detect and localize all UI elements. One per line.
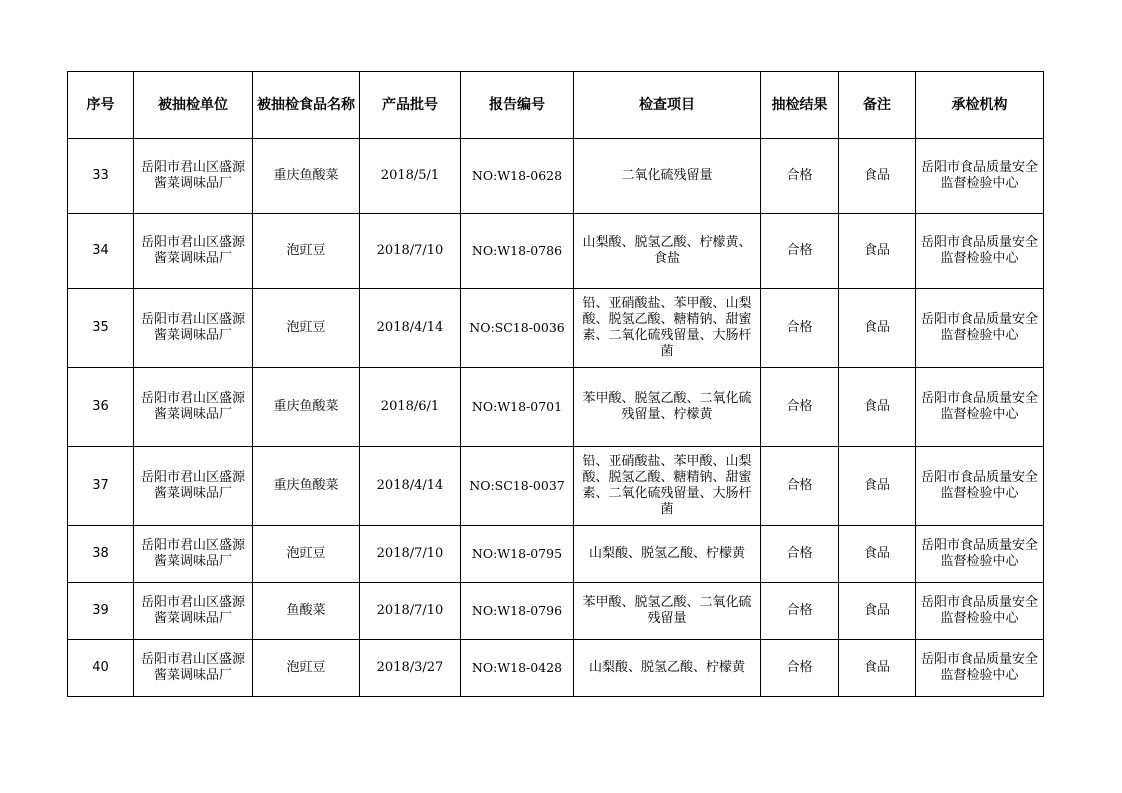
cell-agency: 岳阳市食品质量安全监督检验中心 — [916, 289, 1044, 368]
cell-food-name: 泡豇豆 — [253, 640, 360, 697]
cell-batch: 2018/3/27 — [360, 640, 461, 697]
cell-note: 食品 — [839, 640, 916, 697]
cell-note: 食品 — [839, 583, 916, 640]
cell-food-name: 重庆鱼酸菜 — [253, 447, 360, 526]
inspection-results-table — [67, 71, 1044, 697]
cell-unit: 岳阳市君山区盛源酱菜调味品厂 — [134, 289, 253, 368]
cell-seq: 36 — [68, 368, 134, 447]
cell-result: 合格 — [761, 526, 839, 583]
cell-report-no: NO:W18-0628 — [461, 139, 574, 214]
cell-food-name: 重庆鱼酸菜 — [253, 139, 360, 214]
cell-food-name: 鱼酸菜 — [253, 583, 360, 640]
cell-result: 合格 — [761, 368, 839, 447]
cell-note: 食品 — [839, 139, 916, 214]
cell-agency: 岳阳市食品质量安全监督检验中心 — [916, 214, 1044, 289]
table-row — [68, 583, 1044, 640]
header-report-no: 报告编号 — [461, 72, 574, 139]
cell-report-no: NO:SC18-0036 — [461, 289, 574, 368]
header-food-name: 被抽检食品名称 — [253, 72, 360, 139]
cell-result: 合格 — [761, 214, 839, 289]
cell-agency: 岳阳市食品质量安全监督检验中心 — [916, 368, 1044, 447]
cell-batch: 2018/5/1 — [360, 139, 461, 214]
header-row — [68, 72, 1044, 139]
cell-report-no: NO:W18-0796 — [461, 583, 574, 640]
cell-test-items: 二氧化硫残留量 — [574, 139, 761, 214]
cell-seq: 40 — [68, 640, 134, 697]
cell-note: 食品 — [839, 214, 916, 289]
cell-test-items: 苯甲酸、脱氢乙酸、二氧化硫残留量 — [574, 583, 761, 640]
cell-result: 合格 — [761, 289, 839, 368]
cell-test-items: 铅、亚硝酸盐、苯甲酸、山梨酸、脱氢乙酸、糖精钠、甜蜜素、二氧化硫残留量、大肠杆菌 — [574, 447, 761, 526]
cell-test-items: 山梨酸、脱氢乙酸、柠檬黄、食盐 — [574, 214, 761, 289]
header-result: 抽检结果 — [761, 72, 839, 139]
cell-report-no: NO:W18-0795 — [461, 526, 574, 583]
cell-food-name: 重庆鱼酸菜 — [253, 368, 360, 447]
cell-result: 合格 — [761, 583, 839, 640]
cell-food-name: 泡豇豆 — [253, 289, 360, 368]
cell-seq: 33 — [68, 139, 134, 214]
table-row — [68, 640, 1044, 697]
cell-test-items: 苯甲酸、脱氢乙酸、二氧化硫残留量、柠檬黄 — [574, 368, 761, 447]
cell-agency: 岳阳市食品质量安全监督检验中心 — [916, 139, 1044, 214]
cell-test-items: 铅、亚硝酸盐、苯甲酸、山梨酸、脱氢乙酸、糖精钠、甜蜜素、二氧化硫残留量、大肠杆菌 — [574, 289, 761, 368]
cell-report-no: NO:W18-0701 — [461, 368, 574, 447]
cell-batch: 2018/4/14 — [360, 447, 461, 526]
cell-report-no: NO:W18-0428 — [461, 640, 574, 697]
cell-seq: 35 — [68, 289, 134, 368]
header-test-items: 检查项目 — [574, 72, 761, 139]
header-batch: 产品批号 — [360, 72, 461, 139]
cell-unit: 岳阳市君山区盛源酱菜调味品厂 — [134, 640, 253, 697]
header-note: 备注 — [839, 72, 916, 139]
cell-report-no: NO:SC18-0037 — [461, 447, 574, 526]
cell-seq: 38 — [68, 526, 134, 583]
cell-unit: 岳阳市君山区盛源酱菜调味品厂 — [134, 583, 253, 640]
cell-report-no: NO:W18-0786 — [461, 214, 574, 289]
header-seq: 序号 — [68, 72, 134, 139]
table-row — [68, 447, 1044, 526]
cell-batch: 2018/6/1 — [360, 368, 461, 447]
cell-seq: 37 — [68, 447, 134, 526]
table-row — [68, 139, 1044, 214]
cell-agency: 岳阳市食品质量安全监督检验中心 — [916, 640, 1044, 697]
cell-result: 合格 — [761, 139, 839, 214]
cell-unit: 岳阳市君山区盛源酱菜调味品厂 — [134, 139, 253, 214]
table-row — [68, 526, 1044, 583]
cell-batch: 2018/4/14 — [360, 289, 461, 368]
cell-test-items: 山梨酸、脱氢乙酸、柠檬黄 — [574, 526, 761, 583]
header-unit: 被抽检单位 — [134, 72, 253, 139]
cell-food-name: 泡豇豆 — [253, 214, 360, 289]
cell-unit: 岳阳市君山区盛源酱菜调味品厂 — [134, 447, 253, 526]
table-row — [68, 289, 1044, 368]
cell-unit: 岳阳市君山区盛源酱菜调味品厂 — [134, 214, 253, 289]
cell-batch: 2018/7/10 — [360, 583, 461, 640]
cell-seq: 39 — [68, 583, 134, 640]
table-row — [68, 368, 1044, 447]
cell-note: 食品 — [839, 368, 916, 447]
cell-agency: 岳阳市食品质量安全监督检验中心 — [916, 526, 1044, 583]
cell-unit: 岳阳市君山区盛源酱菜调味品厂 — [134, 526, 253, 583]
cell-agency: 岳阳市食品质量安全监督检验中心 — [916, 447, 1044, 526]
cell-result: 合格 — [761, 447, 839, 526]
cell-batch: 2018/7/10 — [360, 526, 461, 583]
cell-note: 食品 — [839, 526, 916, 583]
cell-seq: 34 — [68, 214, 134, 289]
cell-food-name: 泡豇豆 — [253, 526, 360, 583]
cell-unit: 岳阳市君山区盛源酱菜调味品厂 — [134, 368, 253, 447]
table-row — [68, 214, 1044, 289]
cell-test-items: 山梨酸、脱氢乙酸、柠檬黄 — [574, 640, 761, 697]
cell-note: 食品 — [839, 447, 916, 526]
cell-result: 合格 — [761, 640, 839, 697]
cell-agency: 岳阳市食品质量安全监督检验中心 — [916, 583, 1044, 640]
cell-note: 食品 — [839, 289, 916, 368]
cell-batch: 2018/7/10 — [360, 214, 461, 289]
header-agency: 承检机构 — [916, 72, 1044, 139]
